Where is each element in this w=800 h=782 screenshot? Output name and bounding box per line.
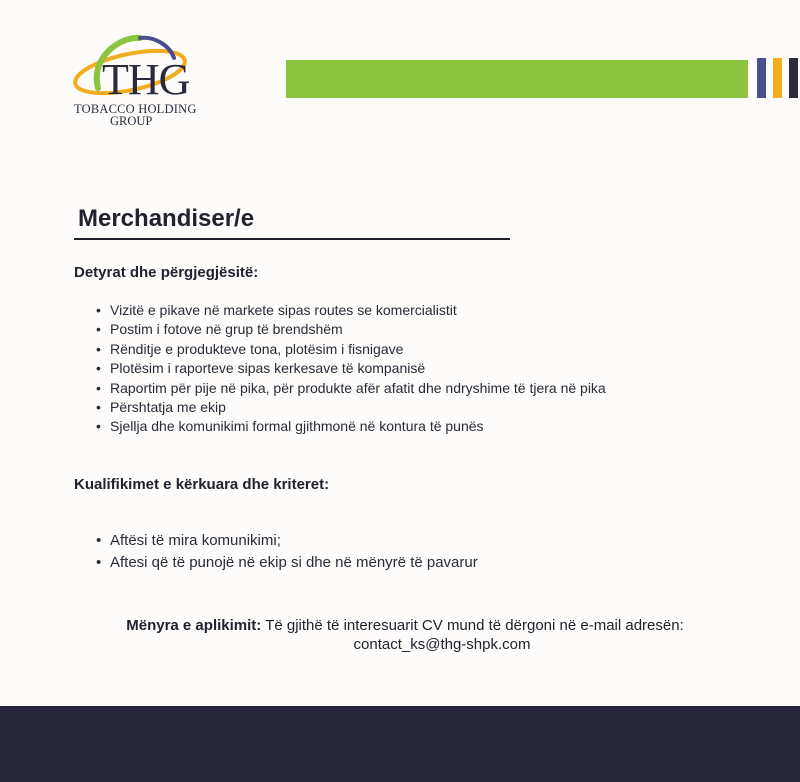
qualifications-list [96, 530, 478, 574]
header-green-bar [286, 60, 748, 98]
header-stripe-dark [789, 58, 798, 98]
qualifications-heading: Kualifikimet e kërkuara dhe kriteret: [74, 476, 330, 493]
logo-mark: THG [102, 55, 190, 104]
list-item: • Përshtatja me ekip [96, 398, 606, 417]
list-item: • Postim i fotove në grup të brendshëm [96, 320, 606, 339]
application-label: Mënyra e aplikimit: [126, 617, 262, 634]
duties-list [96, 301, 606, 437]
logo-company-name: TOBACCO HOLDING [74, 102, 197, 116]
list-item: • Raportim për pije në pika, për produkte afër afatit dhe ndryshime të tjera në pika [96, 379, 606, 398]
list-item: • Plotësim i raporteve sipas kerkesave të kompanisë [96, 359, 606, 378]
job-title: Merchandiser/e [78, 205, 255, 232]
duties-heading: Detyrat dhe përgjegjësitë: [74, 264, 259, 281]
header-stripe-yellow [773, 58, 782, 98]
list-item: • Rënditje e produkteve tona, plotësim i fisnigave [96, 340, 606, 359]
title-underline [74, 238, 510, 240]
list-item: • Aftesi që të punojë në ekip si dhe në mënyrë të pavarur [96, 552, 478, 574]
application-info [0, 616, 800, 636]
contact-email[interactable]: contact_ks@thg-shpk.com [353, 636, 531, 653]
list-item: • Aftësi të mira komunikimi; [96, 530, 478, 552]
thg-logo [70, 28, 220, 128]
list-item: • Vizitë e pikave në markete sipas routes se komercialistit [96, 301, 606, 320]
application-text: Të gjithë të interesuarit CV mund të dërgoni në e-mail adresën: [265, 617, 684, 634]
logo-company-group: GROUP [110, 114, 153, 128]
header-stripe-blue [757, 58, 766, 98]
list-item: • Sjellja dhe komunikimi formal gjithmonë në kontura të punës [96, 417, 606, 436]
footer-band [0, 706, 800, 782]
